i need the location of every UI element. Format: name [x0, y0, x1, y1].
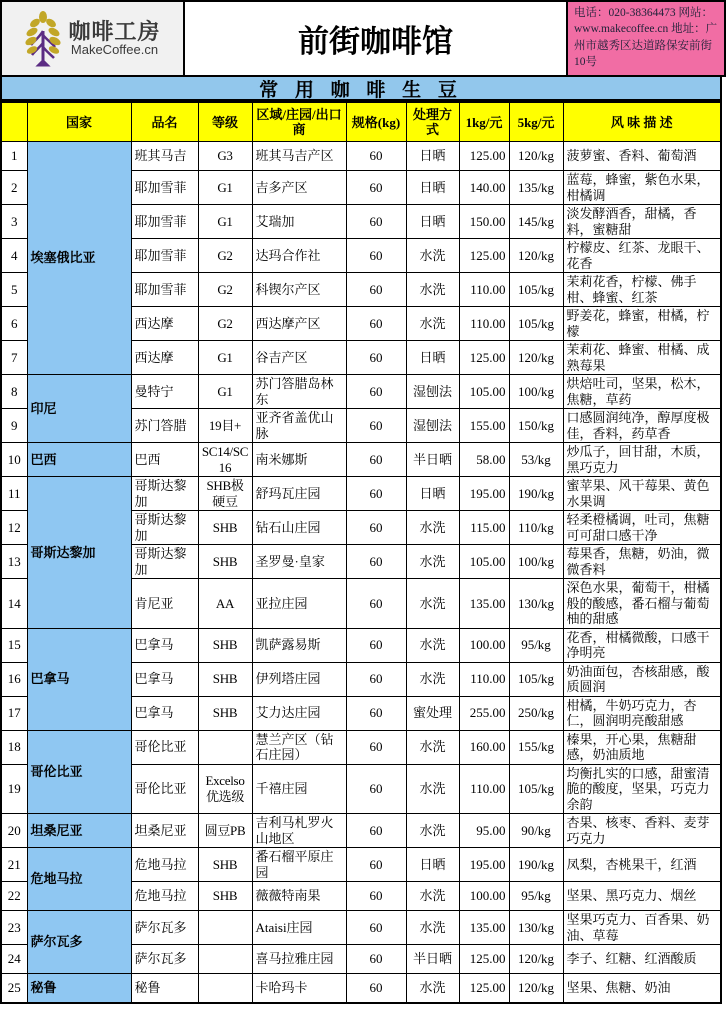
cell-price-5kg: 100/kg — [509, 375, 563, 409]
cell-region: 谷吉产区 — [252, 341, 346, 375]
table-row — [1, 911, 721, 945]
cell-price-5kg: 105/kg — [509, 662, 563, 696]
cell-process: 水洗 — [406, 579, 459, 629]
cell-flavor: 口感圆润纯净，醇厚度极佳，香料，药草香 — [563, 409, 721, 443]
cell-price-1kg: 135.00 — [459, 579, 509, 629]
cell-region: 舒玛瓦庄园 — [252, 477, 346, 511]
table-header-row — [1, 102, 721, 142]
cell-region: 卡哈玛卡 — [252, 974, 346, 1004]
cell-flavor: 李子、红糖、红酒酸质 — [563, 945, 721, 974]
cell-price-1kg: 95.00 — [459, 814, 509, 848]
col-header-price-5kg: 5kg/元 — [509, 102, 563, 142]
cell-grade: SHB — [198, 696, 252, 730]
cell-country-group: 坦桑尼亚 — [27, 814, 131, 848]
cell-row-number: 8 — [1, 375, 27, 409]
cell-spec: 60 — [346, 307, 406, 341]
cell-price-1kg: 125.00 — [459, 945, 509, 974]
cell-grade: 19目+ — [198, 409, 252, 443]
cell-product-name: 危地马拉 — [131, 848, 198, 882]
cell-price-1kg: 125.00 — [459, 239, 509, 273]
table-row — [1, 814, 721, 848]
cell-spec: 60 — [346, 171, 406, 205]
cell-spec: 60 — [346, 579, 406, 629]
cell-process: 水洗 — [406, 814, 459, 848]
cell-price-5kg: 120/kg — [509, 142, 563, 171]
cell-flavor: 野姜花，蜂蜜，柑橘，柠檬 — [563, 307, 721, 341]
cell-flavor: 茉莉花、蜂蜜、柑橘、成熟莓果 — [563, 341, 721, 375]
col-header-spec: 规格(kg) — [346, 102, 406, 142]
cell-grade: G1 — [198, 375, 252, 409]
cell-grade: SHB — [198, 882, 252, 911]
cell-process: 水洗 — [406, 239, 459, 273]
cell-grade: AA — [198, 579, 252, 629]
cell-spec: 60 — [346, 545, 406, 579]
cell-price-5kg: 120/kg — [509, 945, 563, 974]
cell-grade: G1 — [198, 341, 252, 375]
cell-price-5kg: 190/kg — [509, 848, 563, 882]
cell-grade — [198, 945, 252, 974]
cell-price-5kg: 250/kg — [509, 696, 563, 730]
cell-price-5kg: 105/kg — [509, 764, 563, 814]
cell-product-name: 巴拿马 — [131, 696, 198, 730]
cell-price-1kg: 150.00 — [459, 205, 509, 239]
cell-flavor: 轻柔橙橘调，吐司，焦糖可可甜口感干净 — [563, 511, 721, 545]
cell-grade: G2 — [198, 239, 252, 273]
cell-region: 伊列塔庄园 — [252, 662, 346, 696]
contact-info — [568, 2, 724, 75]
cell-spec: 60 — [346, 662, 406, 696]
cell-region: 艾瑞加 — [252, 205, 346, 239]
cell-grade: Excelso 优选级 — [198, 764, 252, 814]
cell-price-5kg: 120/kg — [509, 974, 563, 1004]
table-row — [1, 142, 721, 171]
cell-price-1kg: 160.00 — [459, 730, 509, 764]
cell-flavor: 深色水果，葡萄干，柑橘般的酸感，番石榴与葡萄柚的甜感 — [563, 579, 721, 629]
cell-region: 吉多产区 — [252, 171, 346, 205]
col-header-price-1kg: 1kg/元 — [459, 102, 509, 142]
cell-grade: 圆豆PB — [198, 814, 252, 848]
cell-spec: 60 — [346, 911, 406, 945]
cell-price-5kg: 53/kg — [509, 443, 563, 477]
cell-flavor: 蓝莓，蜂蜜，紫色水果，柑橘调 — [563, 171, 721, 205]
cell-country-group: 巴西 — [27, 443, 131, 477]
cell-price-1kg: 195.00 — [459, 848, 509, 882]
cell-spec: 60 — [346, 974, 406, 1004]
cell-country-group: 巴拿马 — [27, 628, 131, 730]
cell-process: 水洗 — [406, 764, 459, 814]
section-banner: 常 用 咖 啡 生 豆 — [0, 77, 722, 101]
cell-row-number: 11 — [1, 477, 27, 511]
cell-flavor: 坚果、焦糖、奶油 — [563, 974, 721, 1004]
logo — [2, 2, 185, 75]
cell-spec: 60 — [346, 696, 406, 730]
cell-region: 番石榴平原庄园 — [252, 848, 346, 882]
cell-flavor: 莓果香，焦糖，奶油，微微香料 — [563, 545, 721, 579]
cell-product-name: 坦桑尼亚 — [131, 814, 198, 848]
cell-process: 水洗 — [406, 628, 459, 662]
cell-region: 圣罗曼·皇家 — [252, 545, 346, 579]
cell-spec: 60 — [346, 477, 406, 511]
cell-row-number: 20 — [1, 814, 27, 848]
cell-spec: 60 — [346, 273, 406, 307]
cell-grade: G3 — [198, 142, 252, 171]
cell-flavor: 奶油面包，杏核甜感，酸质圆润 — [563, 662, 721, 696]
cell-flavor: 炒瓜子，回甘甜，木质，黑巧克力 — [563, 443, 721, 477]
cell-row-number: 23 — [1, 911, 27, 945]
cell-product-name: 哥伦比亚 — [131, 730, 198, 764]
table-row — [1, 730, 721, 764]
cell-flavor: 凤梨，杏桃果干，红酒 — [563, 848, 721, 882]
cell-region: 艾力达庄园 — [252, 696, 346, 730]
cell-product-name: 哥斯达黎加 — [131, 511, 198, 545]
cell-price-1kg: 110.00 — [459, 662, 509, 696]
cell-region: Ataisi庄园 — [252, 911, 346, 945]
table-row — [1, 848, 721, 882]
cell-product-name: 西达摩 — [131, 307, 198, 341]
cell-region: 南米娜斯 — [252, 443, 346, 477]
col-header-grade: 等级 — [198, 102, 252, 142]
cell-process: 湿刨法 — [406, 375, 459, 409]
cell-price-1kg: 135.00 — [459, 911, 509, 945]
page-title: 前街咖啡馆 — [185, 2, 568, 75]
cell-product-name: 哥斯达黎加 — [131, 477, 198, 511]
contact-website[interactable]: 网站：www.makecoffee.cn — [574, 7, 713, 36]
cell-grade: SHB — [198, 848, 252, 882]
cell-price-5kg: 110/kg — [509, 511, 563, 545]
cell-price-1kg: 125.00 — [459, 974, 509, 1004]
cell-flavor: 柑橘，牛奶巧克力，杏仁，圆润明亮酸甜感 — [563, 696, 721, 730]
cell-price-5kg: 190/kg — [509, 477, 563, 511]
cell-region: 吉利马札罗火山地区 — [252, 814, 346, 848]
cell-price-5kg: 105/kg — [509, 307, 563, 341]
cell-grade: G2 — [198, 273, 252, 307]
cell-region: 薇薇特南果 — [252, 882, 346, 911]
cell-process: 水洗 — [406, 911, 459, 945]
cell-price-1kg: 195.00 — [459, 477, 509, 511]
cell-row-number: 12 — [1, 511, 27, 545]
cell-spec: 60 — [346, 628, 406, 662]
cell-grade: G1 — [198, 171, 252, 205]
cell-product-name: 西达摩 — [131, 341, 198, 375]
logo-subtitle: MakeCoffee.cn — [70, 42, 159, 58]
cell-flavor: 柠檬皮、红茶、龙眼干、花香 — [563, 239, 721, 273]
cell-product-name: 哥斯达黎加 — [131, 545, 198, 579]
cell-region: 达玛合作社 — [252, 239, 346, 273]
cell-price-5kg: 130/kg — [509, 911, 563, 945]
table-row — [1, 477, 721, 511]
cell-process: 日晒 — [406, 848, 459, 882]
cell-process: 半日晒 — [406, 945, 459, 974]
cell-process: 日晒 — [406, 171, 459, 205]
table-row — [1, 974, 721, 1004]
cell-product-name: 班其马吉 — [131, 142, 198, 171]
cell-price-1kg: 110.00 — [459, 273, 509, 307]
cell-grade — [198, 730, 252, 764]
cell-price-5kg: 120/kg — [509, 341, 563, 375]
cell-spec: 60 — [346, 239, 406, 273]
cell-region: 凯萨露易斯 — [252, 628, 346, 662]
cell-row-number: 5 — [1, 273, 27, 307]
col-header-country: 国家 — [27, 102, 131, 142]
cell-row-number: 6 — [1, 307, 27, 341]
cell-price-5kg: 95/kg — [509, 882, 563, 911]
cell-grade: SHB — [198, 545, 252, 579]
cell-region: 千禧庄园 — [252, 764, 346, 814]
cell-spec: 60 — [346, 730, 406, 764]
cell-grade — [198, 911, 252, 945]
cell-row-number: 3 — [1, 205, 27, 239]
price-table — [0, 101, 722, 1004]
cell-spec: 60 — [346, 814, 406, 848]
cell-price-5kg: 100/kg — [509, 545, 563, 579]
cell-flavor: 杏果、核枣、香料、麦芽巧克力 — [563, 814, 721, 848]
cell-spec: 60 — [346, 375, 406, 409]
cell-row-number: 13 — [1, 545, 27, 579]
cell-region: 钻石山庄园 — [252, 511, 346, 545]
contact-address: 地址：广州市越秀区达道路保安前街10号 — [574, 23, 718, 68]
cell-product-name: 哥伦比亚 — [131, 764, 198, 814]
cell-grade: SHB极硬豆 — [198, 477, 252, 511]
cell-price-5kg: 155/kg — [509, 730, 563, 764]
cell-product-name: 秘鲁 — [131, 974, 198, 1004]
cell-flavor: 茉莉花香，柠檬、佛手柑、蜂蜜、红茶 — [563, 273, 721, 307]
cell-row-number: 24 — [1, 945, 27, 974]
cell-product-name: 巴拿马 — [131, 628, 198, 662]
cell-row-number: 25 — [1, 974, 27, 1004]
cell-price-5kg: 105/kg — [509, 273, 563, 307]
cell-price-5kg: 95/kg — [509, 628, 563, 662]
col-header-flavor: 风 味 描 述 — [563, 102, 721, 142]
price-table-body — [1, 142, 721, 1004]
cell-row-number: 21 — [1, 848, 27, 882]
cell-spec: 60 — [346, 764, 406, 814]
cell-row-number: 18 — [1, 730, 27, 764]
cell-price-5kg: 120/kg — [509, 239, 563, 273]
cell-region: 班其马吉产区 — [252, 142, 346, 171]
cell-row-number: 4 — [1, 239, 27, 273]
cell-spec: 60 — [346, 409, 406, 443]
cell-flavor: 均衡扎实的口感，甜蜜清脆的酸度，坚果，巧克力余韵 — [563, 764, 721, 814]
cell-process: 水洗 — [406, 545, 459, 579]
cell-product-name: 萨尔瓦多 — [131, 945, 198, 974]
cell-product-name: 危地马拉 — [131, 882, 198, 911]
cell-grade: SHB — [198, 511, 252, 545]
table-row — [1, 628, 721, 662]
cell-flavor: 烘焙吐司，坚果，松木，焦糖，草药 — [563, 375, 721, 409]
cell-product-name: 巴拿马 — [131, 662, 198, 696]
cell-region: 西达摩产区 — [252, 307, 346, 341]
cell-process: 水洗 — [406, 273, 459, 307]
cell-flavor: 菠萝蜜、香料、葡萄酒 — [563, 142, 721, 171]
cell-price-5kg: 130/kg — [509, 579, 563, 629]
cell-product-name: 巴西 — [131, 443, 198, 477]
cell-price-1kg: 100.00 — [459, 628, 509, 662]
cell-process: 水洗 — [406, 662, 459, 696]
cell-grade: SHB — [198, 662, 252, 696]
cell-grade — [198, 974, 252, 1004]
cell-price-1kg: 100.00 — [459, 882, 509, 911]
cell-region: 亚拉庄园 — [252, 579, 346, 629]
cell-row-number: 22 — [1, 882, 27, 911]
cell-flavor: 淡发酵酒香，甜橘，香料，蜜糖甜 — [563, 205, 721, 239]
cell-price-5kg: 135/kg — [509, 171, 563, 205]
cell-price-5kg: 145/kg — [509, 205, 563, 239]
cell-region: 亚齐省盖优山脉 — [252, 409, 346, 443]
cell-row-number: 2 — [1, 171, 27, 205]
cell-product-name: 耶加雪菲 — [131, 205, 198, 239]
cell-process: 日晒 — [406, 477, 459, 511]
col-header-index — [1, 102, 27, 142]
col-header-region: 区域/庄园/出口商 — [252, 102, 346, 142]
cell-region: 慧兰产区（钻石庄园） — [252, 730, 346, 764]
cell-process: 日晒 — [406, 341, 459, 375]
cell-country-group: 哥伦比亚 — [27, 730, 131, 814]
cell-process: 蜜处理 — [406, 696, 459, 730]
cell-row-number: 17 — [1, 696, 27, 730]
cell-process: 水洗 — [406, 307, 459, 341]
cell-region: 科锲尔产区 — [252, 273, 346, 307]
cell-region: 苏门答腊岛林东 — [252, 375, 346, 409]
cell-price-1kg: 140.00 — [459, 171, 509, 205]
cell-process: 半日晒 — [406, 443, 459, 477]
cell-price-1kg: 125.00 — [459, 142, 509, 171]
cell-price-5kg: 150/kg — [509, 409, 563, 443]
cell-price-1kg: 105.00 — [459, 545, 509, 579]
cell-price-1kg: 255.00 — [459, 696, 509, 730]
page-header — [0, 0, 726, 77]
cell-price-1kg: 125.00 — [459, 341, 509, 375]
cell-spec: 60 — [346, 945, 406, 974]
cell-grade: G1 — [198, 205, 252, 239]
cell-process: 水洗 — [406, 511, 459, 545]
cell-product-name: 萨尔瓦多 — [131, 911, 198, 945]
cell-product-name: 苏门答腊 — [131, 409, 198, 443]
cell-grade: SC14/SC16 — [198, 443, 252, 477]
cell-spec: 60 — [346, 511, 406, 545]
cell-spec: 60 — [346, 341, 406, 375]
cell-price-5kg: 90/kg — [509, 814, 563, 848]
cell-spec: 60 — [346, 882, 406, 911]
cell-process: 日晒 — [406, 205, 459, 239]
cell-row-number: 14 — [1, 579, 27, 629]
cell-row-number: 15 — [1, 628, 27, 662]
col-header-process: 处理方式 — [406, 102, 459, 142]
cell-country-group: 哥斯达黎加 — [27, 477, 131, 629]
coffee-tree-icon — [24, 11, 62, 67]
cell-country-group: 埃塞俄比亚 — [27, 142, 131, 375]
cell-price-1kg: 105.00 — [459, 375, 509, 409]
cell-process: 水洗 — [406, 730, 459, 764]
cell-price-1kg: 58.00 — [459, 443, 509, 477]
cell-product-name: 曼特宁 — [131, 375, 198, 409]
cell-price-1kg: 155.00 — [459, 409, 509, 443]
cell-row-number: 7 — [1, 341, 27, 375]
cell-flavor: 花香，柑橘微酸，口感干净明亮 — [563, 628, 721, 662]
cell-spec: 60 — [346, 848, 406, 882]
table-row — [1, 375, 721, 409]
cell-grade: SHB — [198, 628, 252, 662]
cell-product-name: 肯尼亚 — [131, 579, 198, 629]
contact-phone: 电话：020-38364473 — [574, 7, 676, 19]
table-row — [1, 443, 721, 477]
cell-product-name: 耶加雪菲 — [131, 239, 198, 273]
logo-text — [68, 20, 160, 57]
cell-process: 水洗 — [406, 882, 459, 911]
cell-process: 日晒 — [406, 142, 459, 171]
cell-row-number: 9 — [1, 409, 27, 443]
cell-row-number: 1 — [1, 142, 27, 171]
cell-price-1kg: 115.00 — [459, 511, 509, 545]
cell-spec: 60 — [346, 142, 406, 171]
cell-grade: G2 — [198, 307, 252, 341]
cell-row-number: 16 — [1, 662, 27, 696]
cell-spec: 60 — [346, 443, 406, 477]
cell-flavor: 榛果，开心果，焦糖甜感，奶油质地 — [563, 730, 721, 764]
cell-product-name: 耶加雪菲 — [131, 171, 198, 205]
cell-row-number: 19 — [1, 764, 27, 814]
cell-region: 喜马拉雅庄园 — [252, 945, 346, 974]
cell-row-number: 10 — [1, 443, 27, 477]
cell-country-group: 萨尔瓦多 — [27, 911, 131, 974]
cell-country-group: 秘鲁 — [27, 974, 131, 1004]
cell-country-group: 危地马拉 — [27, 848, 131, 911]
logo-title: 咖啡工房 — [68, 19, 161, 45]
cell-spec: 60 — [346, 205, 406, 239]
cell-country-group: 印尼 — [27, 375, 131, 443]
col-header-name: 品名 — [131, 102, 198, 142]
cell-process: 湿刨法 — [406, 409, 459, 443]
cell-flavor: 蜜苹果、风干莓果、黄色水果调 — [563, 477, 721, 511]
cell-flavor: 坚果、黑巧克力、烟丝 — [563, 882, 721, 911]
cell-product-name: 耶加雪菲 — [131, 273, 198, 307]
cell-flavor: 坚果巧克力、百香果、奶油、草莓 — [563, 911, 721, 945]
cell-process: 水洗 — [406, 974, 459, 1004]
cell-price-1kg: 110.00 — [459, 307, 509, 341]
cell-price-1kg: 110.00 — [459, 764, 509, 814]
